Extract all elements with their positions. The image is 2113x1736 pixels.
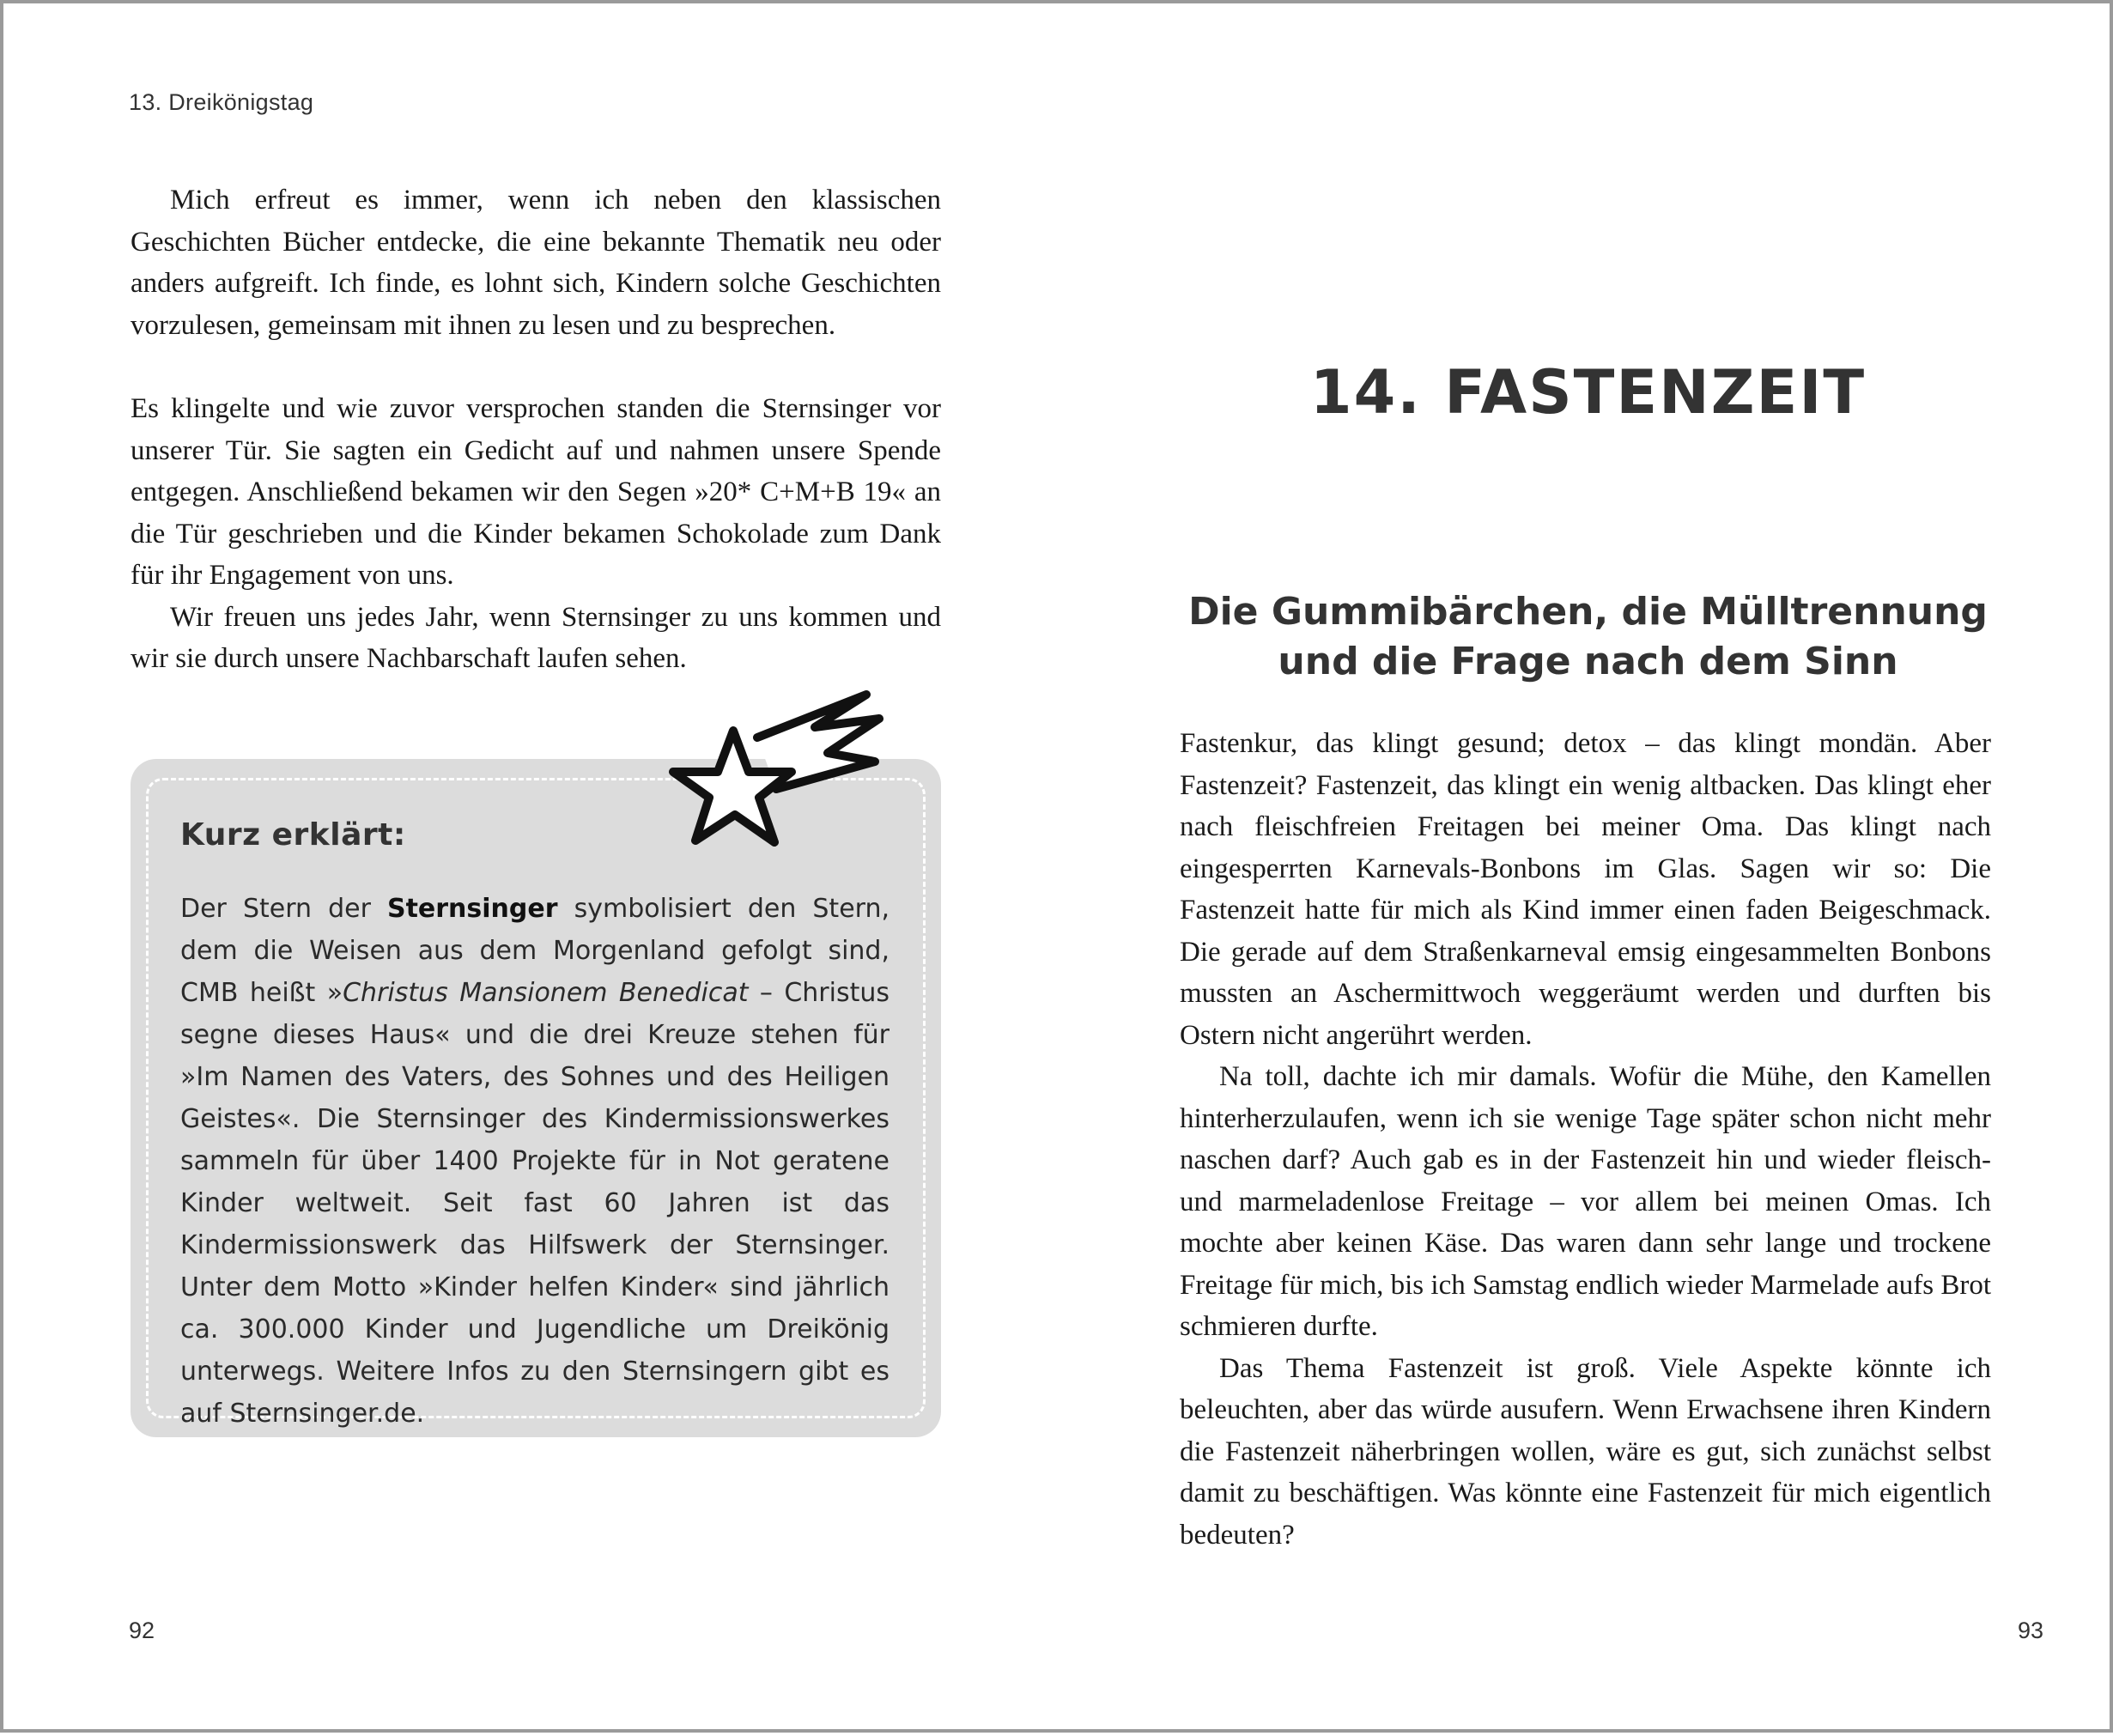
info-text-segment: Der Stern der [180,894,387,924]
info-text-segment: symbolisiert den Stern, dem die Weisen aus dem Morgenland gefolgt sind, CMB heißt » [180,894,890,1008]
page-number: 93 [2017,1618,2043,1643]
left-page [3,3,1060,1736]
shooting-star-icon [656,686,896,866]
subtitle-line: und die Frage nach dem Sinn [1278,640,1898,683]
paragraph: Wir freuen uns jedes Jahr, wenn Sternsinger zu uns kommen und wir sie durch unsere Nachbarschaft laufen sehen. [131,601,941,674]
info-text-bold: Sternsinger [386,894,558,924]
right-page [1060,3,2113,1736]
body-text-middle [131,388,941,680]
subtitle-line: Die Gummibärchen, die Mülltrennung [1188,590,1988,634]
paragraph: Das Thema Fastenzeit ist groß. Viele Aspekte könnte ich beleuchten, aber das würde ausufern. Wenn Erwachsene ihren Kindern die Fastenzeit näherbringen wollen, wäre es gut, sich zunächst selbst damit zu beschäftigen. Was könnte eine Fastenzeit für mich eigentlich bedeuten? [1180,1352,1991,1551]
info-text-italic: Christus Mansionem Benedicat [343,978,749,1008]
running-head: 13. Dreikönigstag [129,89,314,115]
paragraph: Es klingelte und wie zuvor versprochen standen die Sternsinger vor unserer Tür. Sie sagten ein Gedicht auf und nahmen unsere Spende entgegen. Anschließend bekamen wir den Segen »20* C+M+B 19« an die Tür geschrieben und die Kinder bekamen Schokolade zum Dank für ihr Engagement von uns. [131,393,941,591]
chapter-subtitle [1060,587,2113,687]
paragraph: Mich erfreut es immer, wenn ich neben den klassischen Geschichten Bücher entdecke, die eine bekannte Thematik neu oder anders aufgreift. Ich finde, es lohnt sich, Kindern solche Geschichten vorzulesen, gemeinsam mit ihnen zu lesen und zu besprechen. [131,185,941,341]
paragraph: Fastenkur, das klingt gesund; detox – das klingt mondän. Aber Fastenzeit? Fastenzeit, das klingt ein wenig altbacken. Das klingt eher nach fleischfreien Freitagen bei meiner Oma. Das klingt nach eingesperrten Karnevals-Bonbons im Glas. Sagen wir so: Die Fastenzeit hatte für mich als Kind immer einen faden Beigeschmack. Die gerade auf dem Straßenkarneval emsig eingesammelten Bonbons mussten an Aschermittwoch weggeräumt werden und durften bis Ostern nicht angerührt werden. [1180,728,1991,1051]
paragraph: Na toll, dachte ich mir damals. Wofür die Mühe, den Kamellen hinterherzulaufen, wenn ich sie wenige Tage später schon nicht mehr naschen darf? Auch gab es in der Fastenzeit hin und wieder fleisch- und marmeladenlose Freitage – vor allem bei meinen Omas. Ich mochte aber keinen Käse. Das waren dann sehr lange und trockene Freitage für mich, bis ich Samstag endlich wieder Marmelade aufs Brot schmieren durfte. [1180,1061,1991,1342]
info-box-text [180,888,890,1435]
chapter-title: 14. FASTENZEIT [1309,357,1867,428]
page-number: 92 [129,1618,155,1643]
body-text [1180,723,1991,1556]
body-text-top [131,179,941,346]
info-box-title: Kurz erklärt: [180,817,406,853]
info-text-segment: – Christus segne dieses Haus« und die drei Kreuze stehen für »Im Namen des Vaters, des Sohnes und des Heiligen Geistes«. Die Sternsinger des Kindermissionswerkes sammeln für über 1400 Projekte für in Not geratene Kinder weltweit. Seit fast 60 Jahren ist das Kindermissionswerk das Hilfswerk der Sternsinger. Unter dem Motto »Kinder helfen Kinder« sind jährlich ca. 300.000 Kinder und Jugendliche um Dreikönig unterwegs. Weitere Infos zu den Sternsingern gibt es auf Sternsinger.de. [180,978,890,1429]
